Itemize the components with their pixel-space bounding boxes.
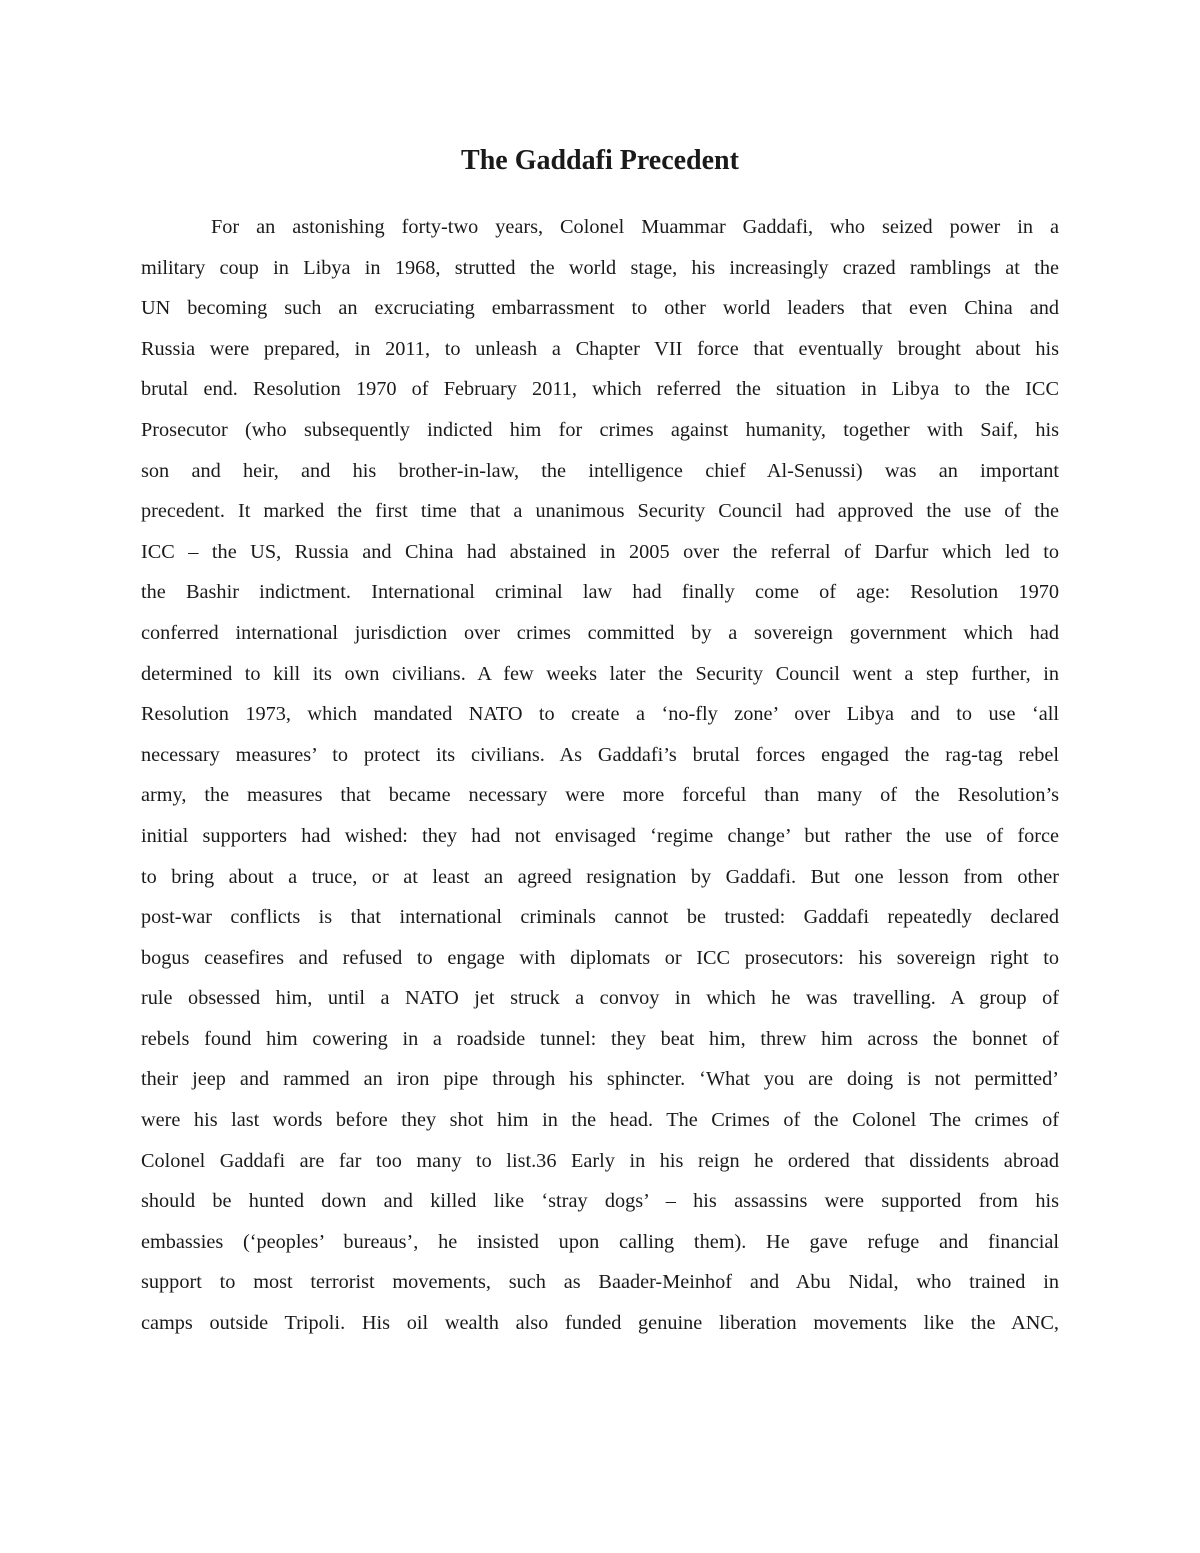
text-line: necessary measures’ to protect its civilians. As Gaddafi’s brutal forces engaged the rag-tag rebel (141, 743, 1059, 766)
text-line: rebels found him cowering in a roadside tunnel: they beat him, threw him across the bonnet of (141, 1027, 1059, 1050)
text-line: Colonel Gaddafi are far too many to list.36 Early in his reign he ordered that dissidents abroad (141, 1149, 1059, 1172)
text-line: post-war conflicts is that international criminals cannot be trusted: Gaddafi repeatedly declared (141, 906, 1059, 929)
text-line: UN becoming such an excruciating embarrassment to other world leaders that even China and (141, 297, 1059, 320)
text-line: ICC – the US, Russia and China had abstained in 2005 over the referral of Darfur which led to (141, 540, 1059, 563)
text-line: support to most terrorist movements, such as Baader-Meinhof and Abu Nidal, who trained in (141, 1271, 1059, 1294)
text-line: Resolution 1973, which mandated NATO to create a ‘no-fly zone’ over Libya and to use ‘all (141, 703, 1059, 726)
text-line: camps outside Tripoli. His oil wealth also funded genuine liberation movements like the ANC, (141, 1312, 1059, 1335)
document-title: The Gaddafi Precedent (461, 145, 739, 176)
text-line: initial supporters had wished: they had not envisaged ‘regime change’ but rather the use of force (141, 824, 1059, 847)
text-line: precedent. It marked the first time that a unanimous Security Council had approved the use of the (141, 500, 1059, 523)
text-line: Russia were prepared, in 2011, to unleash a Chapter VII force that eventually brought about his (141, 337, 1059, 360)
text-line: military coup in Libya in 1968, strutted the world stage, his increasingly crazed ramblings at the (141, 256, 1059, 279)
text-line: army, the measures that became necessary were more forceful than many of the Resolution’s (141, 784, 1059, 807)
body-paragraph (141, 207, 1059, 1344)
text-line: conferred international jurisdiction over crimes committed by a sovereign government which had (141, 621, 1059, 644)
text-line: Prosecutor (who subsequently indicted him for crimes against humanity, together with Saif, his (141, 418, 1059, 441)
text-line: brutal end. Resolution 1970 of February 2011, which referred the situation in Libya to the ICC (141, 378, 1059, 401)
text-line: the Bashir indictment. International criminal law had finally come of age: Resolution 1970 (141, 581, 1059, 604)
text-line: embassies (‘peoples’ bureaus’, he insisted upon calling them). He gave refuge and financial (141, 1230, 1059, 1253)
text-line: their jeep and rammed an iron pipe through his sphincter. ‘What you are doing is not permitted’ (141, 1068, 1059, 1091)
text-line: were his last words before they shot him in the head. The Crimes of the Colonel The crimes of (141, 1109, 1059, 1132)
text-line: rule obsessed him, until a NATO jet struck a convoy in which he was travelling. A group of (141, 987, 1059, 1010)
text-line: son and heir, and his brother-in-law, the intelligence chief Al-Senussi) was an important (141, 459, 1059, 482)
text-line: bogus ceasefires and refused to engage with diplomats or ICC prosecutors: his sovereign right to (141, 946, 1059, 969)
text-line: should be hunted down and killed like ‘stray dogs’ – his assassins were supported from his (141, 1190, 1059, 1213)
text-line: to bring about a truce, or at least an agreed resignation by Gaddafi. But one lesson from other (141, 865, 1059, 888)
text-line: For an astonishing forty-two years, Colonel Muammar Gaddafi, who seized power in a (211, 216, 1059, 238)
text-line: determined to kill its own civilians. A few weeks later the Security Council went a step further, in (141, 662, 1059, 685)
